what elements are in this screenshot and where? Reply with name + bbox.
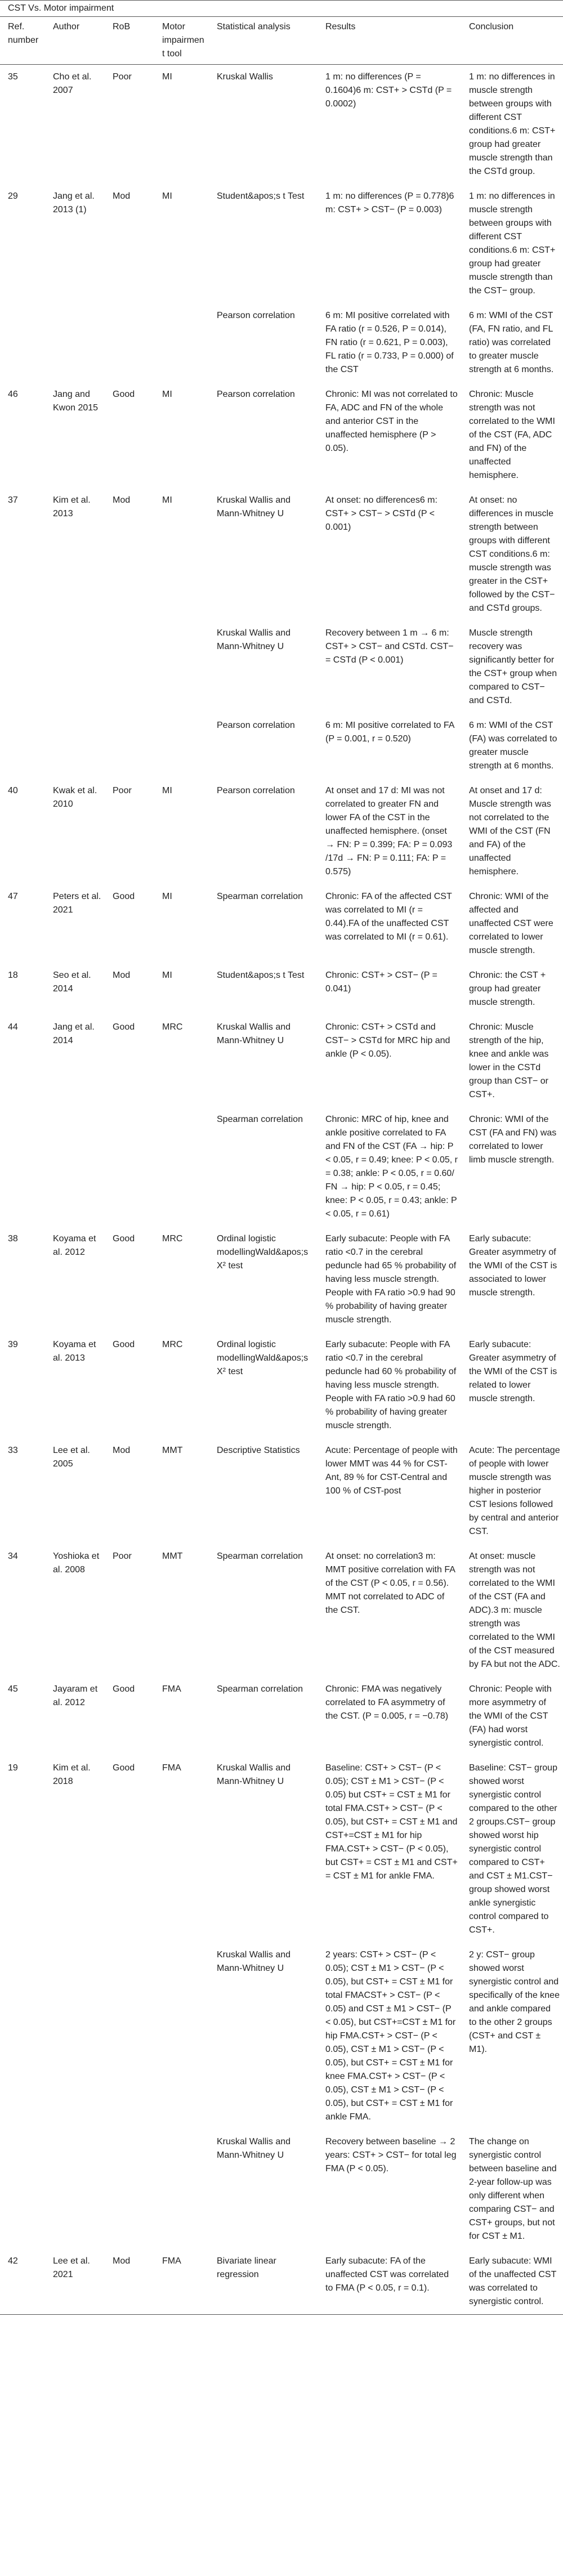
cell-author	[45, 1943, 105, 2130]
cell-tool: FMA	[162, 1684, 181, 1694]
cell-rob: Poor	[113, 1551, 132, 1561]
cell-rob: Mod	[113, 971, 131, 980]
cell-rob: Poor	[105, 65, 154, 185]
cell-rob: Good	[113, 892, 135, 901]
cell-results: Recovery between baseline → 2 years: CST+ > CST− for total leg FMA (P < 0.05).	[325, 2137, 457, 2174]
cell-results: At onset: no differences6 m: CST+ > CST− > CSTd (P < 0.001)	[325, 495, 437, 532]
cell-results: Baseline: CST+ > CST− (P < 0.05); CST ± M1 > CST− (P < 0.05) but CST+ = CST ± M1 for total FMA.CST+ > CST− (P < 0.05), but CST+ = CST ± M1 and CST+=CST ± M1 for hip FMA.CST+ > CST− (P < 0.05), but CST+ = CST ± M1 and CST+ = CST ± M1 for ankle FMA.	[325, 1763, 458, 1881]
table-header	[0, 17, 563, 65]
table-row	[0, 1107, 563, 1227]
table-row	[0, 382, 563, 488]
table-row	[0, 1677, 563, 1756]
cell-results: 6 m: MI positive correlated to FA (P = 0.001, r = 0.520)	[325, 721, 454, 744]
cell-ref-number	[0, 621, 45, 713]
cell-conclusion: Early subacute: Greater asymmetry of the WMI of the CST is associated to lower muscle strength.	[469, 1234, 557, 1298]
cell-results: Early subacute: People with FA ratio <0.7 in the cerebral peduncle had 65 % probability of having less muscle strength. People with FA ratio >0.9 had 90 % probability of having greater muscle strength.	[325, 1234, 457, 1325]
table-caption: CST Vs. Motor impairment	[0, 0, 563, 17]
cell-tool: MRC	[162, 1340, 183, 1349]
cell-tool: FMA	[162, 1763, 181, 1773]
cell-conclusion: At onset: no differences in muscle strength between groups with different CST conditions.6 m: muscle strength was greater in the CST+ followed by the CST− and CSTd groups.	[469, 495, 555, 613]
cell-results: Chronic: CST+ > CST− (P = 0.041)	[325, 971, 437, 994]
table-row	[0, 1015, 563, 1107]
cell-conclusion: Chronic: People with more asymmetry of the WMI of the CST (FA) had worst synergistic control.	[469, 1684, 552, 1748]
cell-conclusion: 6 m: WMI of the CST (FA) was correlated to greater muscle strength at 6 months.	[469, 721, 557, 771]
header-statistical-analysis: Statistical analysis	[209, 17, 318, 65]
cell-author	[45, 621, 105, 713]
cell-conclusion: Muscle strength recovery was significantly better for the CST+ group when compared to CST− and CSTd.	[469, 628, 557, 705]
cell-rob: Good	[113, 1022, 135, 1032]
cell-results: Recovery between 1 m → 6 m: CST+ > CST− and CSTd. CST− = CSTd (P < 0.001)	[325, 628, 454, 665]
cell-results: Chronic: FMA was negatively correlated to FA asymmetry of the CST. (P = 0.005, r = −0.78)	[325, 1684, 449, 1721]
cell-tool: FMA	[154, 2249, 209, 2315]
table-body	[0, 65, 563, 2315]
cell-author: Yoshioka et al. 2008	[53, 1551, 100, 1575]
cell-ref-number	[0, 1107, 45, 1227]
cell-results: Acute: Percentage of people with lower MMT was 44 % for CST-Ant, 89 % for CST-Central and 100 % of CST-post	[325, 1446, 458, 1496]
cell-author: Jang and Kwon 2015	[53, 390, 99, 413]
cell-conclusion: Chronic: Muscle strength of the hip, knee and ankle was lower in the CSTd group than CST− or CST+.	[469, 1022, 549, 1099]
cell-ref-number	[0, 713, 45, 779]
cell-tool: MI	[154, 65, 209, 185]
cell-ref-number: 34	[8, 1551, 18, 1561]
cell-rob: Good	[113, 1684, 135, 1694]
cell-tool	[154, 1943, 209, 2130]
cell-statistical-analysis: Ordinal logistic modellingWald&apos;s X² test	[217, 1234, 309, 1271]
cell-author: Kwak et al. 2010	[53, 786, 97, 809]
cell-author: Jang et al. 2014	[53, 1022, 95, 1045]
cell-tool: MI	[162, 786, 172, 795]
cell-author	[45, 713, 105, 779]
cell-conclusion: At onset: muscle strength was not correlated to the WMI of the CST (FA and ADC).3 m: muscle strength was correlated to the WMI of the CST measured by FA but not the ADC.	[469, 1551, 560, 1669]
cell-ref-number	[0, 303, 45, 382]
cell-rob: Mod	[113, 495, 131, 505]
cell-results: Early subacute: People with FA ratio <0.7 in the cerebral peduncle had 60 % probability of having less muscle strength. People with FA ratio >0.9 had 60 % probability of having greater muscle strength.	[325, 1340, 457, 1430]
cell-statistical-analysis: Kruskal Wallis and Mann-Whitney U	[217, 495, 291, 518]
cell-results: 2 years: CST+ > CST− (P < 0.05); CST ± M1 > CST− (P < 0.05), but CST+ = CST ± M1 for total FMACST+ > CST− (P < 0.05) and CST ± M1 > CST− (P < 0.05), but CST+=CST ± M1 for hip FMA.CST+ > CST− (P < 0.05), CST ± M1 > CST− (P < 0.05), but CST+ = CST ± M1 for knee FMA.CST+ > CST− (P < 0.05), CST ± M1 > CST− (P < 0.05), but CST+ = CST ± M1 for ankle FMA.	[325, 1950, 456, 2122]
table-row	[0, 184, 563, 303]
table-row	[0, 2130, 563, 2249]
cell-conclusion: Acute: The percentage of people with lower muscle strength was higher in posterior CST lesions followed by central and anterior CST.	[469, 1446, 560, 1536]
table-row	[0, 713, 563, 779]
cell-rob	[105, 621, 154, 713]
table-row	[0, 65, 563, 185]
cell-statistical-analysis: Spearman correlation	[217, 892, 303, 901]
cell-rob	[105, 713, 154, 779]
cell-author	[45, 1107, 105, 1227]
cell-ref-number: 33	[8, 1446, 18, 1455]
cell-conclusion: Early subacute: WMI of the unaffected CST was correlated to synergistic control.	[461, 2249, 563, 2315]
cell-author: Koyama et al. 2013	[53, 1340, 96, 1363]
cell-rob: Good	[113, 1234, 135, 1244]
cell-ref-number: 47	[8, 892, 18, 901]
header-rob: RoB	[105, 17, 154, 65]
cell-ref-number: 46	[8, 390, 18, 399]
cell-rob: Good	[113, 1763, 135, 1773]
cell-conclusion: The change on synergistic control between baseline and 2-year follow-up was only different when comparing CST− and CST+ groups, but not for CST ± M1.	[469, 2137, 557, 2241]
cell-rob	[105, 303, 154, 382]
cell-results: 6 m: MI positive correlated with FA ratio (r = 0.526, P = 0.014), FN ratio (r = 0.621, P = 0.003), FL ratio (r = 0.733, P = 0.000) of the CST	[325, 311, 454, 374]
cell-statistical-analysis: Pearson correlation	[217, 721, 295, 730]
table-row	[0, 963, 563, 1015]
cell-conclusion: 6 m: WMI of the CST (FA, FN ratio, and FL ratio) was correlated to greater muscle strength at 6 months.	[469, 311, 554, 374]
cell-tool	[154, 1107, 209, 1227]
cell-results: Chronic: CST+ > CSTd and CST− > CSTd for MRC hip and ankle (P < 0.05).	[325, 1022, 450, 1059]
cell-author	[45, 303, 105, 382]
cell-results: Early subacute: FA of the unaffected CST was correlated to FMA (P < 0.05, r = 0.1).	[318, 2249, 461, 2315]
cell-statistical-analysis: Student&apos;s t Test	[217, 971, 305, 980]
cell-tool: MI	[162, 390, 172, 399]
table-row	[0, 1943, 563, 2130]
table-row	[0, 303, 563, 382]
cell-rob	[105, 2130, 154, 2249]
table-row	[0, 1332, 563, 1438]
cell-author: Peters et al. 2021	[53, 892, 101, 915]
cell-author: Cho et al. 2007	[45, 65, 105, 185]
cell-conclusion: 2 y: CST− group showed worst synergistic control and specifically of the knee and ankle compared to the other 2 groups (CST+ and CST ± M1).	[469, 1950, 560, 2054]
cell-tool	[154, 713, 209, 779]
cell-conclusion: Chronic: Muscle strength was not correlated to the WMI of the CST (FA, ADC and FN) of the unaffected hemisphere.	[469, 390, 555, 480]
cell-ref-number	[0, 1943, 45, 2130]
cell-tool	[154, 303, 209, 382]
cell-ref-number: 45	[8, 1684, 18, 1694]
cell-tool: MI	[162, 892, 172, 901]
cell-statistical-analysis: Kruskal Wallis and Mann-Whitney U	[217, 1950, 291, 1973]
header-motor-impairment-tool: Motor impairment tool	[154, 17, 209, 65]
cell-results: 1 m: no differences (P = 0.1604)6 m: CST+ > CSTd (P = 0.0002)	[318, 65, 461, 185]
cell-statistical-analysis: Pearson correlation	[217, 311, 295, 320]
cell-author: Jayaram et al. 2012	[53, 1684, 98, 1707]
cell-ref-number: 19	[8, 1763, 18, 1773]
cell-statistical-analysis: Kruskal Wallis and Mann-Whitney U	[217, 628, 291, 651]
cell-ref-number: 37	[8, 495, 18, 505]
cell-statistical-analysis: Kruskal Wallis and Mann-Whitney U	[217, 1763, 291, 1786]
table-row	[0, 884, 563, 963]
cell-statistical-analysis: Kruskal Wallis and Mann-Whitney U	[217, 2137, 291, 2160]
cell-ref-number: 18	[8, 971, 18, 980]
cell-conclusion: 1 m: no differences in muscle strength between groups with different CST conditions.6 m: CST+ group had greater muscle strength than the CST− group.	[469, 191, 556, 296]
cell-ref-number: 42	[0, 2249, 45, 2315]
table-row	[0, 1756, 563, 1943]
cell-author: Kim et al. 2013	[53, 495, 91, 518]
cell-ref-number: 29	[8, 191, 18, 201]
cell-rob	[105, 1943, 154, 2130]
cell-rob: Poor	[113, 786, 132, 795]
cell-author: Lee et al. 2005	[53, 1446, 90, 1469]
cell-author: Lee et al. 2021	[45, 2249, 105, 2315]
header-author: Author	[45, 17, 105, 65]
cell-statistical-analysis: Ordinal logistic modellingWald&apos;s X² test	[217, 1340, 309, 1376]
cell-statistical-analysis: Spearman correlation	[217, 1684, 303, 1694]
cell-ref-number: 35	[0, 65, 45, 185]
cell-tool: MI	[162, 191, 172, 201]
table-row	[0, 779, 563, 884]
header-results: Results	[318, 17, 461, 65]
cell-results: At onset: no correlation3 m: MMT positive correlation with FA of the CST (P < 0.05, r = 0.56). MMT not correlated to ADC of the CST.	[325, 1551, 455, 1615]
cell-statistical-analysis: Spearman correlation	[217, 1551, 303, 1561]
cell-statistical-analysis: Descriptive Statistics	[217, 1446, 300, 1455]
cell-results: Chronic: MRC of hip, knee and ankle positive correlated to FA and FN of the CST (FA → hip: P < 0.05, r = 0.49; knee: P < 0.05, r = 0.38; ankle: P < 0.05, r = 0.60/ FN → hip: P < 0.05, r = 0.45; knee: P < 0.05, r = 0.43; ankle: P < 0.05, r = 0.61)	[325, 1115, 458, 1219]
table-row	[0, 621, 563, 713]
cell-tool: MRC	[162, 1234, 183, 1244]
cell-results: Chronic: FA of the affected CST was correlated to MI (r = 0.44).FA of the unaffected CST was correlated to MI (r = 0.61).	[325, 892, 452, 942]
table-row	[0, 1544, 563, 1677]
cell-ref-number: 38	[8, 1234, 18, 1244]
cell-statistical-analysis: Pearson correlation	[217, 390, 295, 399]
cell-conclusion: At onset and 17 d: Muscle strength was not correlated to the WMI of the CST (FN and FA) of the unaffected hemisphere.	[469, 786, 551, 876]
header-conclusion: Conclusion	[461, 17, 563, 65]
cell-ref-number: 40	[8, 786, 18, 795]
cst-motor-impairment-table	[0, 17, 563, 2315]
cell-tool: MRC	[162, 1022, 183, 1032]
cell-rob: Good	[113, 1340, 135, 1349]
cell-ref-number	[0, 2130, 45, 2249]
cell-conclusion: Chronic: WMI of the affected and unaffected CST were correlated to lower muscle strength.	[469, 892, 553, 955]
cell-results: 1 m: no differences (P = 0.778)6 m: CST+ > CST− (P = 0.003)	[325, 191, 454, 214]
cell-conclusion: Baseline: CST− group showed worst synergistic control compared to the other 2 groups.CST− group showed worst hip synergistic control compared to CST+ and CST ± M1.CST− group showed worst ankle synergistic control compared to CST+.	[469, 1763, 557, 1935]
cell-ref-number: 39	[8, 1340, 18, 1349]
cell-statistical-analysis: Pearson correlation	[217, 786, 295, 795]
cell-author: Jang et al. 2013 (1)	[53, 191, 95, 214]
table-row	[0, 1438, 563, 1544]
cell-tool	[154, 621, 209, 713]
cell-author: Koyama et al. 2012	[53, 1234, 96, 1257]
table-row	[0, 2249, 563, 2315]
cell-statistical-analysis: Spearman correlation	[217, 1115, 303, 1124]
header-ref-number: Ref. number	[0, 17, 45, 65]
cell-tool: MI	[162, 971, 172, 980]
cell-rob: Mod	[113, 1446, 131, 1455]
cell-tool: MMT	[162, 1446, 183, 1455]
cell-rob: Mod	[105, 2249, 154, 2315]
cell-ref-number: 44	[8, 1022, 18, 1032]
cell-rob	[105, 1107, 154, 1227]
cell-conclusion: Early subacute: Greater asymmetry of the WMI of the CST is related to lower muscle strength.	[469, 1340, 557, 1403]
cell-statistical-analysis: Kruskal Wallis	[209, 65, 318, 185]
cell-conclusion: 1 m: no differences in muscle strength between groups with different CST conditions.6 m: CST+ group had greater muscle strength than the CSTd group.	[461, 65, 563, 185]
cell-author: Kim et al. 2018	[53, 1763, 91, 1786]
cell-results: At onset and 17 d: MI was not correlated to greater FN and lower FA of the CST in the unaffected hemisphere. (onset → FN: P = 0.399; FA: P = 0.093 /17d → FN: P = 0.111; FA: P = 0.575)	[325, 786, 453, 876]
header-row	[0, 17, 563, 65]
table-row	[0, 488, 563, 621]
cell-tool: MMT	[162, 1551, 183, 1561]
cell-rob: Good	[113, 390, 135, 399]
cell-statistical-analysis: Student&apos;s t Test	[217, 191, 305, 201]
cell-conclusion: Chronic: the CST + group had greater muscle strength.	[469, 971, 546, 1007]
cell-conclusion: Chronic: WMI of the CST (FA and FN) was correlated to lower limb muscle strength.	[469, 1115, 557, 1165]
cell-rob: Mod	[113, 191, 131, 201]
table-row	[0, 1227, 563, 1332]
cell-results: Chronic: MI was not correlated to FA, ADC and FN of the whole and anterior CST in the unaffected hemisphere (P > 0.05).	[325, 390, 458, 453]
cell-tool	[154, 2130, 209, 2249]
cell-author: Seo et al. 2014	[53, 971, 91, 994]
cell-statistical-analysis: Bivariate linear regression	[209, 2249, 318, 2315]
cell-tool: MI	[162, 495, 172, 505]
cell-statistical-analysis: Kruskal Wallis and Mann-Whitney U	[217, 1022, 291, 1045]
cell-author	[45, 2130, 105, 2249]
